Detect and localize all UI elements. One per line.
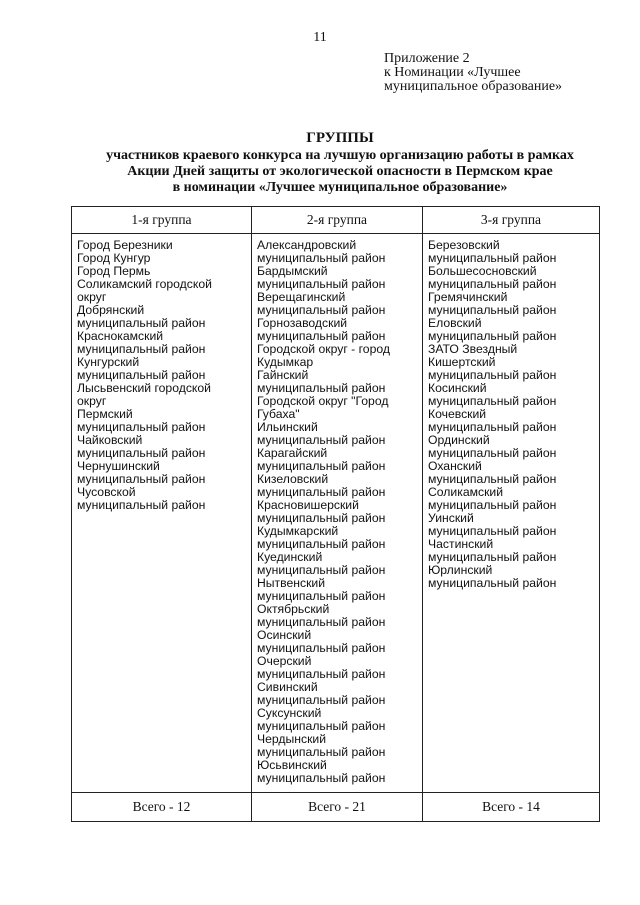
list-item: муниципальный район (428, 498, 557, 512)
list-item: Очерский (257, 654, 312, 668)
list-item: муниципальный район (257, 277, 386, 291)
document-heading (60, 130, 620, 196)
list-item: Уинский (428, 511, 474, 525)
list-item: Березовский (428, 238, 500, 252)
heading-line: в номинации «Лучшее муниципальное образование» (172, 180, 508, 195)
list-item: Сивинский (257, 680, 318, 694)
list-item: Ильинский (257, 420, 318, 434)
list-item: Кудымкар (257, 355, 314, 369)
list-item: муниципальный район (428, 329, 557, 343)
list-item: Город Кунгур (77, 251, 151, 265)
list-item: Городской округ - город (257, 342, 390, 356)
group-2-cell (252, 234, 423, 793)
list-item: Верещагинский (257, 290, 346, 304)
header-group-2: 2-я группа (252, 207, 423, 234)
list-item: Краснокамский (77, 329, 164, 343)
list-item: Большесосновский (428, 264, 537, 278)
list-item: муниципальный район (257, 433, 386, 447)
list-item: Гремячинский (428, 290, 508, 304)
list-item: муниципальный район (257, 667, 386, 681)
group-1-cell (72, 234, 252, 793)
page-number: 11 (313, 30, 327, 45)
document-title: ГРУППЫ (306, 130, 374, 146)
list-item: Нытвенский (257, 576, 326, 590)
list-item: Осинский (257, 628, 312, 642)
list-item: муниципальный район (428, 550, 557, 564)
list-item: муниципальный район (77, 498, 206, 512)
list-item: Бардымский (257, 264, 328, 278)
list-item: муниципальный район (257, 641, 386, 655)
list-item: муниципальный район (428, 420, 557, 434)
list-item: муниципальный район (428, 303, 557, 317)
list-item: Кудымкарский (257, 524, 339, 538)
list-item: Чусовской (77, 485, 136, 499)
group-3-list (428, 239, 595, 590)
table-row (72, 234, 600, 793)
appendix-line: муниципальное образование» (384, 79, 563, 94)
header-group-1: 1-я группа (72, 207, 252, 234)
list-item: муниципальный район (428, 251, 557, 265)
list-item: муниципальный район (428, 524, 557, 538)
list-item: муниципальный район (257, 615, 386, 629)
list-item: муниципальный район (257, 329, 386, 343)
list-item: муниципальный район (428, 446, 557, 460)
list-item: Кизеловский (257, 472, 329, 486)
list-item: муниципальный район (257, 251, 386, 265)
list-item: муниципальный район (428, 277, 557, 291)
list-item: муниципальный район (77, 420, 206, 434)
list-item: муниципальный район (77, 446, 206, 460)
total-group-3: Всего - 14 (423, 793, 600, 822)
list-item: муниципальный район (257, 381, 386, 395)
list-item: муниципальный район (257, 511, 386, 525)
total-group-1: Всего - 12 (72, 793, 252, 822)
list-item: Кунгурский (77, 355, 140, 369)
list-item: Карагайский (257, 446, 328, 460)
list-item: Пермский (77, 407, 133, 421)
totals-row (72, 793, 600, 822)
list-item: округ (77, 290, 107, 304)
list-item: муниципальный район (77, 342, 206, 356)
list-item: муниципальный район (257, 745, 386, 759)
list-item: Красновишерский (257, 498, 359, 512)
table-header-row (72, 207, 600, 234)
list-item: муниципальный район (257, 693, 386, 707)
list-item: муниципальный район (257, 589, 386, 603)
list-item: Чернушинский (77, 459, 160, 473)
list-item: Октябрьский (257, 602, 330, 616)
group-3-cell (423, 234, 600, 793)
appendix-note (384, 52, 624, 94)
list-item: Суксунский (257, 706, 322, 720)
group-1-list (77, 239, 247, 512)
heading-line: Акции Дней защиты от экологической опасности в Пермском крае (127, 164, 553, 179)
list-item: Чердынский (257, 732, 327, 746)
list-item: муниципальный район (257, 459, 386, 473)
total-group-2: Всего - 21 (252, 793, 423, 822)
list-item: Ординский (428, 433, 490, 447)
groups-table (71, 206, 600, 822)
appendix-line: Приложение 2 (384, 51, 470, 66)
list-item: муниципальный район (428, 472, 557, 486)
list-item: Лысьвенский городской (77, 381, 211, 395)
list-item: муниципальный район (257, 537, 386, 551)
list-item: Юрлинский (428, 563, 493, 577)
list-item: муниципальный район (257, 485, 386, 499)
list-item: Куединский (257, 550, 323, 564)
list-item: Еловский (428, 316, 482, 330)
header-group-3: 3-я группа (423, 207, 600, 234)
list-item: Оханский (428, 459, 482, 473)
list-item: муниципальный район (77, 368, 206, 382)
list-item: муниципальный район (257, 563, 386, 577)
list-item: Кочевский (428, 407, 487, 421)
list-item: Губаха" (257, 407, 300, 421)
list-item: муниципальный район (257, 771, 386, 785)
list-item: муниципальный район (428, 394, 557, 408)
list-item: муниципальный район (428, 576, 557, 590)
list-item: муниципальный район (257, 719, 386, 733)
list-item: Горнозаводский (257, 316, 348, 330)
heading-line: участников краевого конкурса на лучшую организацию работы в рамках (106, 148, 574, 163)
list-item: ЗАТО Звездный (428, 342, 518, 356)
list-item: Чайковский (77, 433, 143, 447)
list-item: Соликамский (428, 485, 504, 499)
list-item: Город Березники (77, 238, 173, 252)
list-item: округ (77, 394, 107, 408)
list-item: Гайнский (257, 368, 309, 382)
list-item: Александровский (257, 238, 357, 252)
list-item: Город Пермь (77, 264, 151, 278)
list-item: муниципальный район (77, 316, 206, 330)
list-item: муниципальный район (77, 472, 206, 486)
group-2-list (257, 239, 418, 785)
list-item: Городской округ "Город (257, 394, 389, 408)
list-item: Добрянский (77, 303, 145, 317)
list-item: Частинский (428, 537, 494, 551)
list-item: Кишертский (428, 355, 496, 369)
appendix-line: к Номинации «Лучшее (384, 65, 521, 80)
list-item: муниципальный район (257, 303, 386, 317)
list-item: Юсьвинский (257, 758, 327, 772)
list-item: Соликамский городской (77, 277, 212, 291)
list-item: Косинский (428, 381, 487, 395)
list-item: муниципальный район (428, 368, 557, 382)
